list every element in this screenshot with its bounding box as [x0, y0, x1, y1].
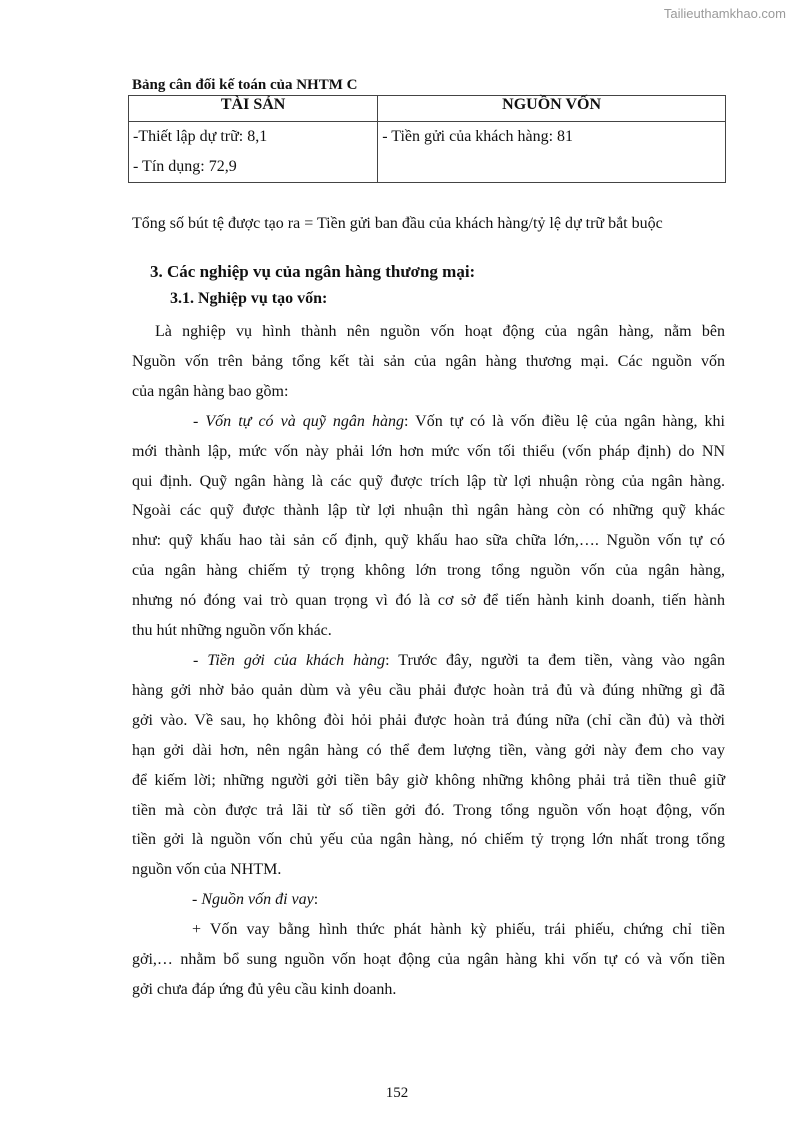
source-item: - Tiền gửi của khách hàng: 81: [382, 128, 574, 145]
line-text: -: [192, 891, 202, 909]
body-text: [132, 317, 725, 1005]
assets-cell: [129, 122, 378, 183]
paragraph-line: tiền gởi là nguồn vốn chủ yếu của ngân hàng, nó chiếm tỷ trọng lớn nhất trong tổng: [132, 831, 725, 849]
asset-item: -Thiết lập dự trữ: 8,1: [133, 128, 268, 145]
paragraph-line: để kiếm lời; những người gởi tiền bây giờ không những không phải trả tiền thuê giữ: [132, 771, 725, 789]
paragraph-line: hạn gởi dài hơn, nên ngân hàng có thể đem lượng tiền, vàng gởi này đem cho vay: [132, 741, 725, 759]
subsection-heading: 3.1. Nghiệp vụ tạo vốn:: [170, 290, 328, 307]
table-row: [129, 122, 726, 183]
paragraph-line: gởi chưa đáp ứng đủ yêu cầu kinh doanh.: [132, 980, 397, 998]
line-text: :: [313, 891, 319, 909]
italic-term: Tiền gởi của khách hàng: [207, 651, 386, 669]
paragraph-line: như: quỹ khấu hao tài sản cố định, quỹ khấu hao sữa chữa lớn,…. Nguồn vốn tự có: [132, 532, 725, 550]
italic-term: Nguồn vốn đi vay: [201, 891, 314, 909]
page-number: 152: [385, 1085, 409, 1101]
italic-term: - Vốn tự có và quỹ ngân hàng: [193, 412, 404, 430]
line-text: : Vốn tự có là vốn điều lệ của ngân hàng, khi: [403, 412, 726, 430]
paragraph-line: thu hút những nguồn vốn khác.: [132, 622, 332, 640]
formula-text: Tổng số bút tệ được tạo ra = Tiền gửi ban đầu của khách hàng/tỷ lệ dự trữ bắt buộc: [132, 215, 663, 232]
paragraph-line: gởi,… nhằm bổ sung nguồn vốn hoạt động của ngân hàng khi vốn tự có và vốn tiền: [132, 951, 725, 969]
paragraph-line: [132, 407, 725, 437]
header-assets: TÀI SẢN: [129, 96, 378, 122]
paragraph-line: nguồn vốn của NHTM.: [132, 861, 282, 879]
paragraph-line: Ngoài các quỹ được thành lập từ lợi nhuận thì ngân hàng còn có những quỹ khác: [132, 502, 725, 520]
balance-sheet-table: [128, 95, 726, 183]
paragraph-line: tiền mà còn được trả lãi từ số tiền gởi đó. Trong tổng nguồn vốn hoạt động, vốn: [132, 801, 725, 819]
paragraph-line: của ngân hàng bao gồm:: [132, 382, 289, 400]
sources-cell: [378, 122, 726, 183]
paragraph-line: [132, 885, 725, 915]
paragraph-line: nhưng nó đóng vai trò quan trọng vì đó là cơ sở để tiến hành kinh doanh, tiến hành: [132, 592, 725, 610]
paragraph-line: qui định. Quỹ ngân hàng là các quỹ được trích lập từ lợi nhuận ròng của ngân hàng.: [132, 472, 725, 490]
paragraph-line: hàng gởi nhờ bảo quản dùm và yêu cầu phải được hoàn trả đủ và đúng những gì đã: [132, 681, 725, 699]
paragraph-line: mới thành lập, mức vốn này phải lớn hơn mức vốn tối thiểu (vốn pháp định) do NN: [132, 442, 725, 460]
watermark: Tailieuthamkhao.com: [663, 6, 786, 21]
section-heading: 3. Các nghiệp vụ của ngân hàng thương mại:: [150, 262, 476, 281]
paragraph-line: của ngân hàng chiếm tỷ trọng không lớn trong tổng nguồn vốn của ngân hàng,: [132, 562, 725, 580]
line-text: : Trước đây, người ta đem tiền, vàng vào ngân: [385, 651, 726, 669]
paragraph-line: Nguồn vốn trên bảng tổng kết tài sản của ngân hàng thương mại. Các nguồn vốn: [132, 352, 725, 370]
paragraph-line: gởi vào. Về sau, họ không đòi hỏi phải được hoàn trả đúng nữa (chỉ cần đủ) và thời: [132, 711, 725, 729]
table-header-row: [129, 96, 726, 122]
paragraph-line: + Vốn vay bằng hình thức phát hành kỳ phiếu, trái phiếu, chứng chỉ tiền: [192, 921, 725, 939]
table-caption: Bảng cân đối kế toán của NHTM C: [132, 77, 358, 93]
paragraph-line: Là nghiệp vụ hình thành nên nguồn vốn hoạt động của ngân hàng, nằm bên: [155, 323, 725, 340]
line-text: -: [193, 651, 208, 669]
asset-item: - Tín dụng: 72,9: [133, 158, 237, 175]
paragraph-line: [132, 646, 725, 676]
header-sources: NGUỒN VỐN: [378, 96, 726, 122]
